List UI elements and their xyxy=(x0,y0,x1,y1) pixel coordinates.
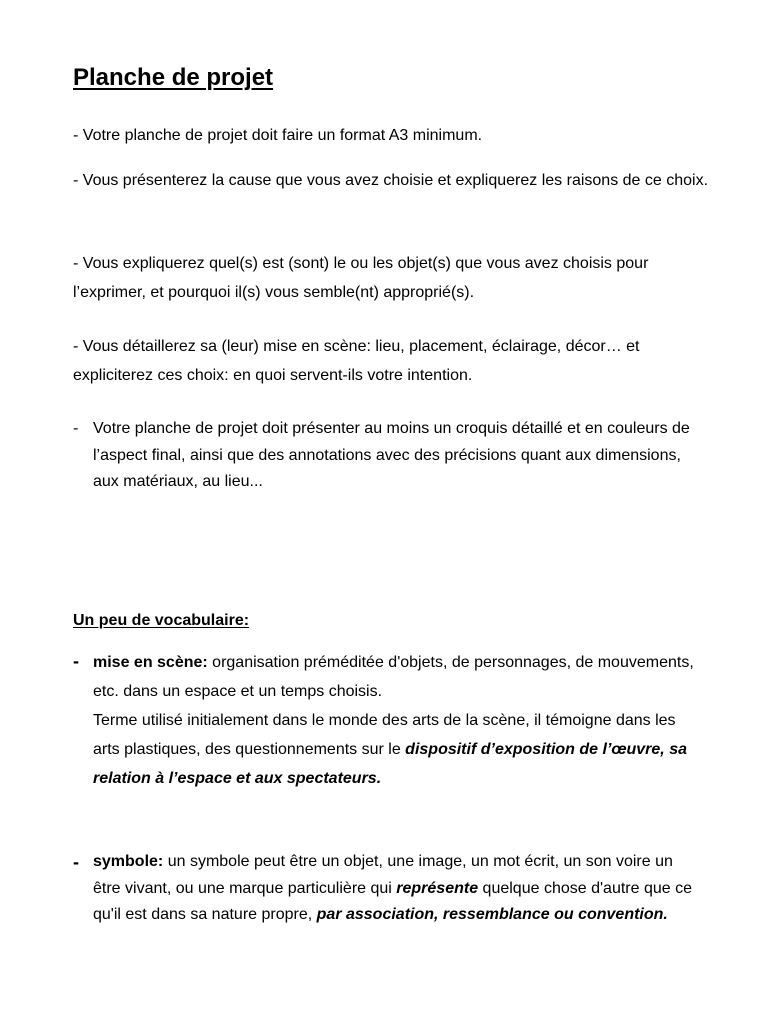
instruction-format: - Votre planche de projet doit faire un format A3 minimum. xyxy=(73,127,483,144)
mise-en-scene-line xyxy=(93,648,703,706)
instruction-objects: - Vous expliquerez quel(s) est (sont) le ou les objet(s) que vous avez choisis pour l’exprimer, et pourquoi il(s) vous semble(nt) approprié(s). xyxy=(73,255,649,301)
instruction-sketch-text: Votre planche de projet doit présenter au moins un croquis détaillé et en couleurs de l’aspect final, ainsi que des annotations avec des précisions quant aux dimensions, aux matériaux, au lieu... xyxy=(93,420,690,490)
symbole-line xyxy=(93,849,703,929)
term-mise-en-scene: mise en scène: xyxy=(93,654,208,671)
list-dash: - xyxy=(73,651,79,671)
mise-en-scene-note xyxy=(93,706,703,793)
instruction-cause: - Vous présenterez la cause que vous avez choisie et expliquerez les raisons de ce choix. xyxy=(73,172,709,189)
list-dash: - xyxy=(73,852,79,872)
symbole-emphasis-association: par association, ressemblance ou convention. xyxy=(316,906,668,923)
mise-en-scene-definition xyxy=(93,648,703,793)
term-symbole: symbole: xyxy=(93,853,164,870)
symbole-text-1: un symbole peut être un objet, une image, un mot écrit, un son voire un être vivant, ou une marque particulière qui xyxy=(93,853,673,897)
symbole-definition xyxy=(93,849,703,929)
vocabulary-heading: Un peu de vocabulaire: xyxy=(73,612,250,629)
list-dash: - xyxy=(73,420,79,437)
mise-en-scene-note-text: Terme utilisé initialement dans le monde des arts de la scène, il témoigne dans les arts plastiques, des questionnements sur le xyxy=(93,712,676,758)
mise-en-scene-definition-text: organisation préméditée d'objets, de personnages, de mouvements, etc. dans un espace et un temps choisis. xyxy=(93,654,694,700)
page-title: Planche de projet xyxy=(73,64,274,91)
mise-en-scene-note-emphasis: dispositif d’exposition de l’œuvre, sa relation à l’espace et aux spectateurs. xyxy=(93,741,687,787)
symbole-emphasis-represente: représente xyxy=(396,879,479,897)
symbole-text-2: quelque chose d'autre que ce qu'il est dans sa nature propre, xyxy=(93,879,692,923)
instruction-staging: - Vous détaillerez sa (leur) mise en scène: lieu, placement, éclairage, décor… et expliciterez ces choix: en quoi servent-ils votre intention. xyxy=(73,338,640,384)
